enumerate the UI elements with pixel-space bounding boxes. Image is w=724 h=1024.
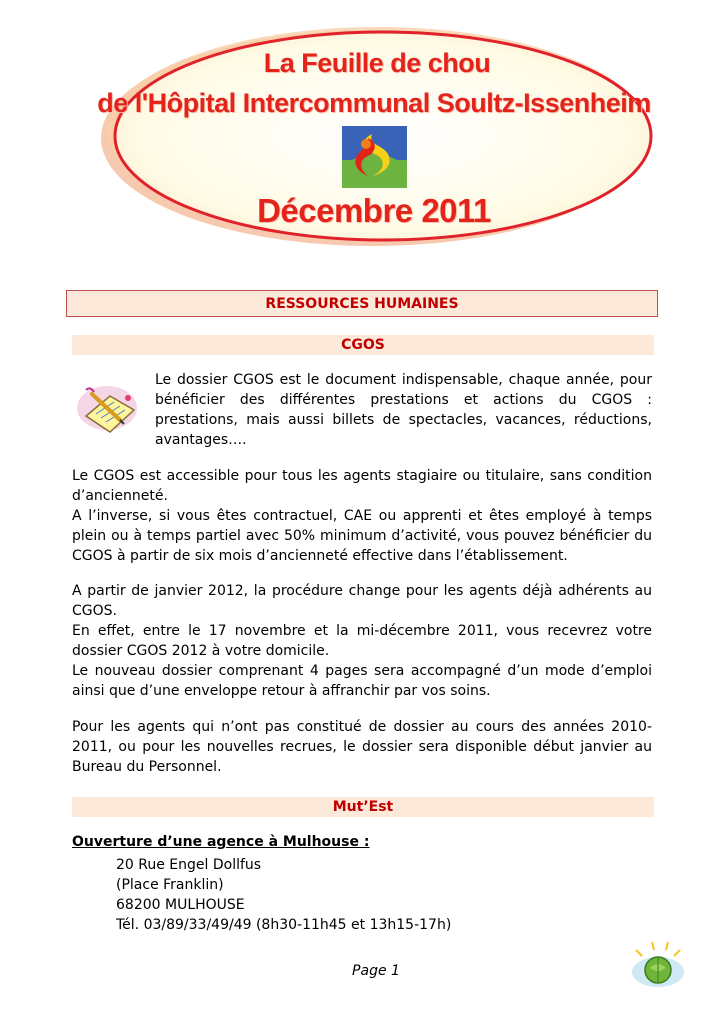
cgos-eligibility-line: Le CGOS est accessible pour tous les agents stagiaire ou titulaire, sans condition d’ancienneté. <box>72 468 652 504</box>
address-line: Tél. 03/89/33/49/49 (8h30-11h45 et 13h15-17h) <box>116 917 452 933</box>
cgos-new-agents: Pour les agents qui n’ont pas constitué de dossier au cours des années 2010-2011, ou pour les nouvelles recrues, le dossier sera disponible début janvier au Bureau du Personnel. <box>72 719 652 775</box>
hospital-logo <box>342 126 407 188</box>
agency-address <box>116 855 451 935</box>
cgos-eligibility <box>72 466 652 566</box>
agency-opening-label: Ouverture d’une agence à Mulhouse : <box>72 834 370 850</box>
page-number: Page 1 <box>352 963 400 979</box>
cgos-intro: Le dossier CGOS est le document indispensable, chaque année, pour bénéficier des différentes prestations et actions du CGOS : prestations, mais aussi billets de spectacles, vacances, réductions, avantages…. <box>155 372 652 448</box>
cgos-procedure-line: A partir de janvier 2012, la procédure change pour les agents déjà adhérents au CGOS. <box>72 583 652 619</box>
address-line: (Place Franklin) <box>116 877 224 893</box>
cgos-procedure-line: Le nouveau dossier comprenant 4 pages sera accompagné d’un mode d’emploi ainsi que d’une enveloppe retour à affranchir par vos soins. <box>72 663 652 699</box>
newsletter-title: La Feuille de chou <box>263 48 491 78</box>
cabbage-icon <box>628 940 688 990</box>
cgos-eligibility-line: A l’inverse, si vous êtes contractuel, CAE ou apprenti et êtes employé à temps plein ou à temps partiel avec 50% minimum d’activité, vous pouvez bénéficier du CGOS à partir de six mois d’ancienneté effective dans l’établissement. <box>72 508 652 564</box>
mutest-heading: Mut’Est <box>72 797 654 817</box>
notepad-pencil-icon <box>72 376 142 436</box>
address-line: 20 Rue Engel Dollfus <box>116 857 262 873</box>
cgos-procedure <box>72 581 652 701</box>
issue-date: Décembre 2011 <box>257 192 491 229</box>
address-line: 68200 MULHOUSE <box>116 897 245 913</box>
newsletter-subtitle: de l'Hôpital Intercommunal Soultz-Issenheim <box>97 88 651 118</box>
cgos-heading: CGOS <box>72 335 654 355</box>
section-title: RESSOURCES HUMAINES <box>66 290 658 317</box>
cgos-procedure-line: En effet, entre le 17 novembre et la mi-décembre 2011, vous recevrez votre dossier CGOS 2012 à votre domicile. <box>72 623 652 659</box>
